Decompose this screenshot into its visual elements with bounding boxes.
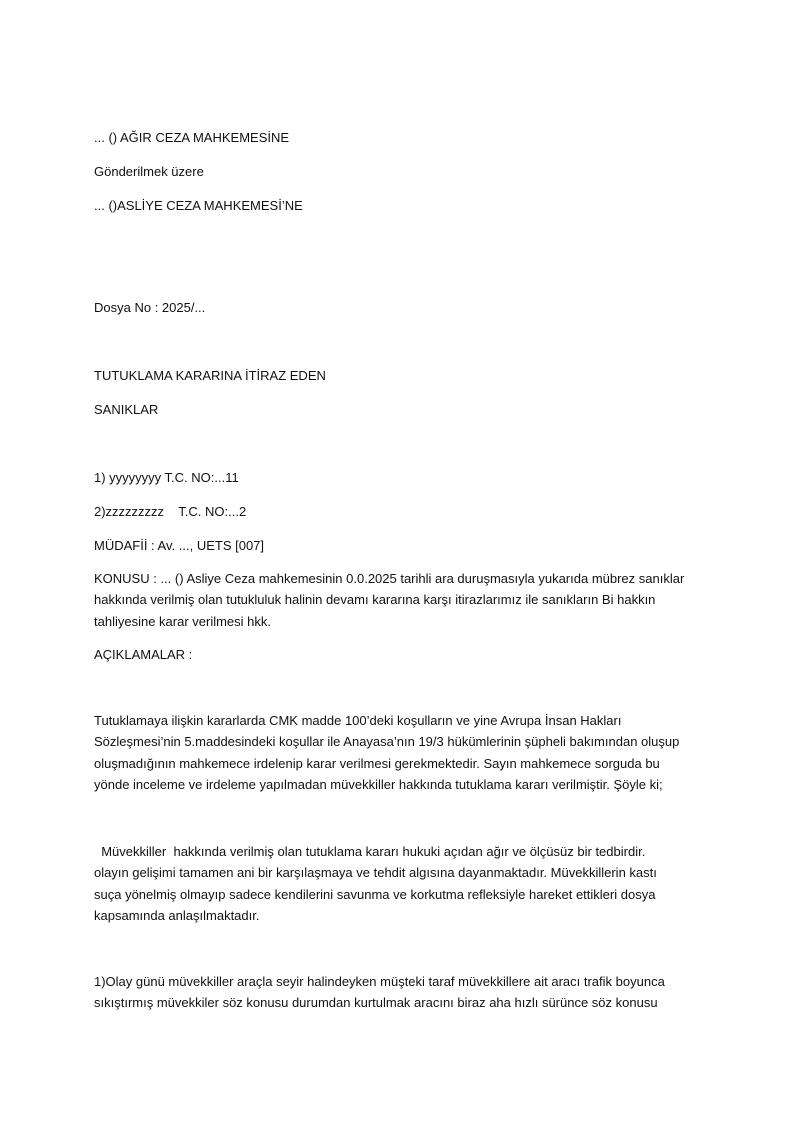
paragraph-line: yönde inceleme ve irdeleme yapılmadan müvekkiller hakkında tutuklama kararı verilmiştir. Şöyle ki; xyxy=(94,776,663,792)
paragraph-line: suça yönelmiş olmayıp sadece kendilerini savunma ve korkutma refleksiyle hareket ettikleri dosya xyxy=(94,886,656,902)
defendants-title: SANIKLAR xyxy=(94,402,159,417)
paragraph-incident xyxy=(94,971,704,1014)
objector-title: TUTUKLAMA KARARINA İTİRAZ EDEN xyxy=(94,368,326,383)
explanations-title: AÇIKLAMALAR : xyxy=(94,647,193,662)
defendant-2: 2)zzzzzzzzz T.C. NO:...2 xyxy=(94,504,247,519)
paragraph-line: Sözleşmesi’nin 5.maddesindeki koşullar ile Anayasa’nın 19/3 hükümlerinin şüpheli bakımından oluşup xyxy=(94,734,680,750)
paragraph-line: oluşmadığının mahkemece irdelenip karar verilmesi gerekmektedir. Sayın mahkemece sorguda bu xyxy=(94,755,660,771)
counsel-line: MÜDAFİİ : Av. ..., UETS [007] xyxy=(94,538,265,553)
defendant-1: 1) yyyyyyyy T.C. NO:...11 xyxy=(94,470,239,485)
paragraph-line: Tutuklamaya ilişkin kararlarda CMK madde 100’deki koşulların ve yine Avrupa İnsan Hakları xyxy=(94,713,622,728)
paragraph-assessment xyxy=(94,841,704,926)
subject-line: tahliyesine karar verilmesi hkk. xyxy=(94,613,272,629)
sent-note: Gönderilmek üzere xyxy=(94,164,204,179)
paragraph-line: 1)Olay günü müvekkiller araçla seyir halindeyken müşteki taraf müvekkillere ait aracı trafik boyunca xyxy=(94,974,665,989)
subject-line: hakkında verilmiş olan tutukluluk halinin devamı kararına karşı itirazlarımız ile sanıkların Bi hakkın xyxy=(94,592,656,608)
court-heading: ... () AĞIR CEZA MAHKEMESİNE xyxy=(94,130,290,145)
lower-court-heading: ... ()ASLİYE CEZA MAHKEMESİ’NE xyxy=(94,198,303,213)
subject-line: KONUSU : ... () Asliye Ceza mahkemesinin 0.0.2025 tarihli ara duruşmasıyla yukarıda mübrez sanıklar xyxy=(94,571,685,586)
paragraph-line: sıkıştırmış müvekkiler söz konusu durumdan kurtulmak aracını biraz aha hızlı sürünce söz konusu xyxy=(94,995,658,1011)
paragraph-line: kapsamında anlaşılmaktadır. xyxy=(94,907,260,923)
paragraph-line: olayın gelişimi tamamen ani bir karşılaşmaya ve tehdit algısına dayanmaktadır. Müvekkillerin kastı xyxy=(94,865,657,881)
paragraph-legal-basis xyxy=(94,710,704,795)
paragraph-line: Müvekkiller hakkında verilmiş olan tutuklama kararı hukuki açıdan ağır ve ölçüsüz bir tedbirdir. xyxy=(94,844,646,859)
file-number: Dosya No : 2025/... xyxy=(94,300,206,315)
subject-paragraph xyxy=(94,568,704,632)
